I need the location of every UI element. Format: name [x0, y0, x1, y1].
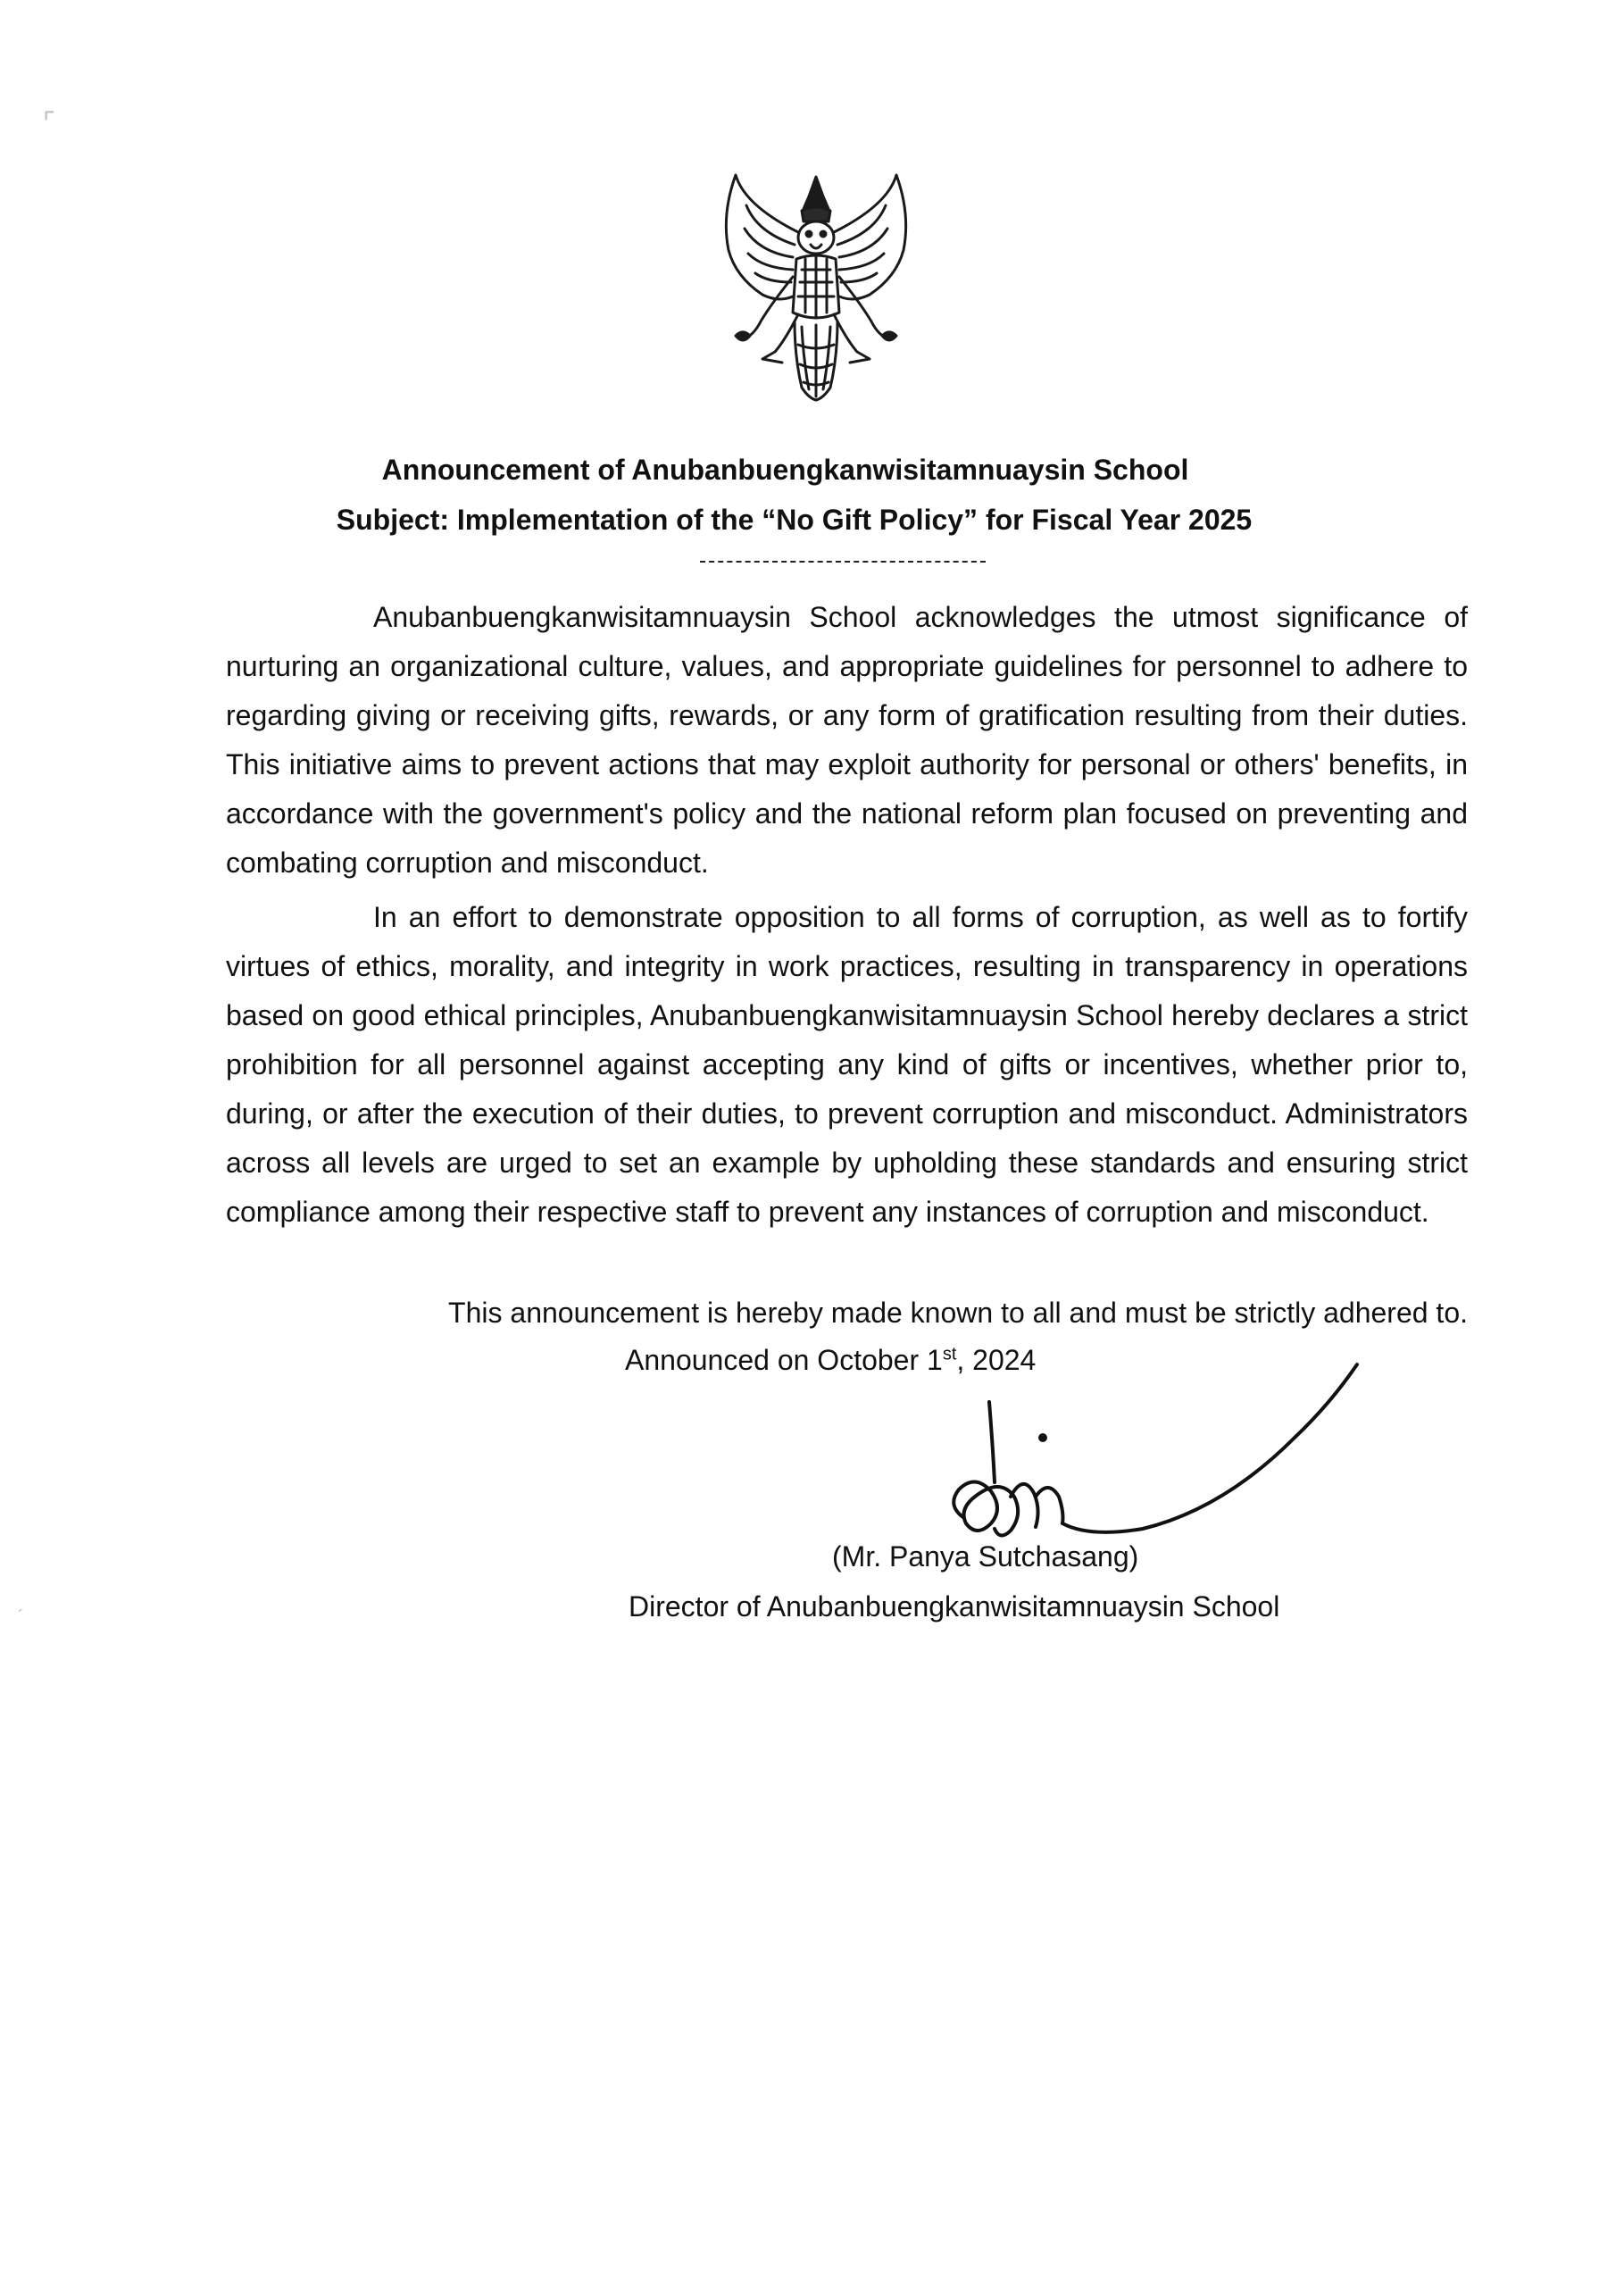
paragraph-text: This announcement is hereby made known to all and must be strictly adhered to. — [448, 1297, 1468, 1329]
date-ordinal: st — [942, 1344, 957, 1364]
signer-name: (Mr. Panya Sutchasang) — [832, 1540, 1139, 1573]
date-prefix: Announced on October 1 — [625, 1344, 943, 1376]
scan-artifact: ⌜ — [43, 108, 56, 138]
body-paragraph-2 — [226, 893, 1468, 1237]
announcement-subject: Subject: Implementation of the “No Gift Policy” for Fiscal Year 2025 — [336, 504, 1253, 536]
garuda-emblem-icon — [709, 170, 923, 404]
title-separator — [700, 561, 986, 563]
announcement-title: Announcement of Anubanbuengkanwisitamnuaysin School — [381, 454, 1189, 486]
handwritten-signature-icon — [929, 1339, 1393, 1563]
signer-title: Director of Anubanbuengkanwisitamnuaysin School — [629, 1590, 1280, 1623]
date-year: , 2024 — [956, 1344, 1037, 1376]
scan-artifact: ´ — [18, 1607, 24, 1627]
paragraph-text: Anubanbuengkanwisitamnuaysin School acknowledges the utmost significance of nurturing an organizational culture, values, and appropriate guidelines for personnel to adhere to regarding giving or receiving gifts, rewards, or any form of gratification resulting from their duties. This initiative aims to prevent actions that may exploit authority for personal or others' benefits, in accordance with the government's policy and the national reform plan focused on preventing and combating corruption and misconduct. — [226, 601, 1468, 879]
paragraph-text: In an effort to demonstrate opposition to all forms of corruption, as well as to fortify virtues of ethics, morality, and integrity in work practices, resulting in transparency in operations based on good ethical principles, Anubanbuengkanwisitamnuaysin School hereby declares a strict prohibition for all personnel against accepting any kind of gifts or incentives, whether prior to, during, or after the execution of their duties, to prevent corruption and misconduct. Administrators across all levels are urged to set an example by upholding these standards and ensuring strict compliance among their respective staff to prevent any instances of corruption and misconduct. — [226, 901, 1468, 1228]
body-paragraph-3 — [226, 1289, 1468, 1338]
body-paragraph-1 — [226, 593, 1468, 888]
